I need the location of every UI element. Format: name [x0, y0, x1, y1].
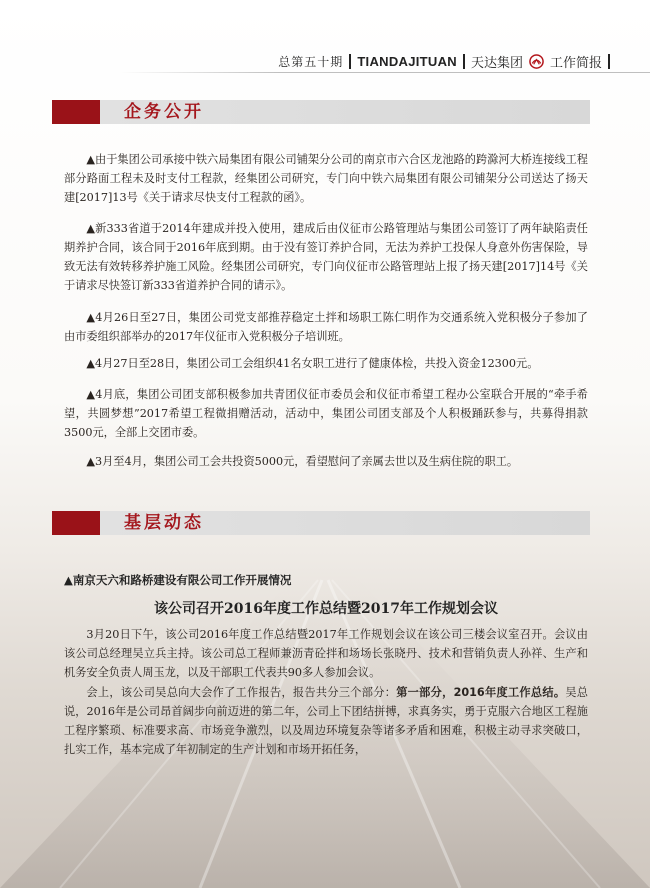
header-rule	[120, 72, 650, 73]
header-divider	[608, 54, 610, 69]
section-title: 企务公开	[124, 102, 204, 122]
news-item: ▲4月底，集团公司团支部积极参加共青团仪征市委员会和仪征市希望工程办公室联合开展的“牵手希望，共圆梦想”2017希望工程微捐赠活动，活动中，集团公司团支部及个人积极踊跃参与，共募得捐款3500元，全部上交团市委。	[64, 388, 588, 439]
section-header-enterprise	[52, 100, 590, 124]
section-accent-block	[52, 511, 100, 535]
section-accent-block	[52, 100, 100, 124]
brand-name: TIANDAJITUAN	[357, 54, 457, 69]
article-title: 该公司召开2016年度工作总结暨2017年工作规划会议	[154, 601, 498, 617]
article-paragraph: 3月20日下午，该公司2016年度工作总结暨2017年工作规划会议在该公司三楼会议室召开。会议由该公司总经理吴立兵主持。该公司总工程师兼沥青砼拌和场场长张晓丹、技术和营销负责人孙祥、生产和机务安全负责人周玉龙，以及干部职工代表共90多人参加会议。	[64, 628, 588, 679]
header-divider	[349, 54, 351, 69]
bulletin-name: 工作简报	[549, 56, 602, 71]
article-paragraph	[64, 683, 588, 759]
paragraph-body: 吴总说，2016年是公司昂首阔步向前迈进的第二年，公司上下团结拼搏，求真务实，勇于克服六合地区工程施工程序繁琐、标准要求高、市场竞争激烈，以及周边环境复杂等诸多矛盾和困难，积极主动寻求突破口，扎实工作，基本完成了年初制定的生产计划和市场开拓任务，	[64, 686, 588, 756]
company-subheading: ▲南京天六和路桥建设有限公司工作开展情况	[64, 573, 292, 587]
issue-number: 总第五十期	[278, 55, 344, 69]
section-header-grassroots	[52, 511, 590, 535]
news-item: ▲新333省道于2014年建成并投入使用，建成后由仪征市公路管理站与集团公司签订了两年缺陷责任期养护合同，该合同于2016年底到期。由于没有签订养护合同，无法为养护工投保人身意外伤害保险，导致无法有效转移养护施工风险。经集团公司研究，专门向仪征市公路管理站上报了扬天建[2017]14号《关于请求尽快签订新333省道养护合同的请示》。	[64, 222, 588, 292]
news-item: ▲4月27日至28日，集团公司工会组织41名女职工进行了健康体检，共投入资金12300元。	[86, 357, 539, 370]
paragraph-lead: 会上，该公司吴总向大会作了工作报告，报告共分三个部分：	[86, 686, 397, 699]
header-divider	[463, 54, 465, 69]
company-name: 天达集团	[470, 56, 523, 71]
news-item: ▲由于集团公司承接中铁六局集团有限公司铺架分公司的南京市六合区龙池路的跨滁河大桥连接线工程部分路面工程未及时支付工程款，经集团公司研究，专门向中铁六局集团有限公司铺架分公司送达了扬天建[2017]13号《关于请求尽快支付工程款的函》。	[64, 153, 588, 204]
page-header	[278, 52, 610, 71]
section-title: 基层动态	[124, 513, 204, 533]
company-logo-icon	[529, 54, 544, 69]
paragraph-bold-heading: 第一部分，2016年度工作总结。	[396, 686, 566, 699]
news-item: ▲3月至4月，集团公司工会共投资5000元，看望慰问了亲属去世以及生病住院的职工。	[86, 455, 519, 468]
news-item: ▲4月26日至27日，集团公司党支部推荐稳定土拌和场职工陈仁明作为交通系统入党积极分子参加了由市委组织部举办的2017年仪征市入党积极分子培训班。	[64, 311, 588, 343]
